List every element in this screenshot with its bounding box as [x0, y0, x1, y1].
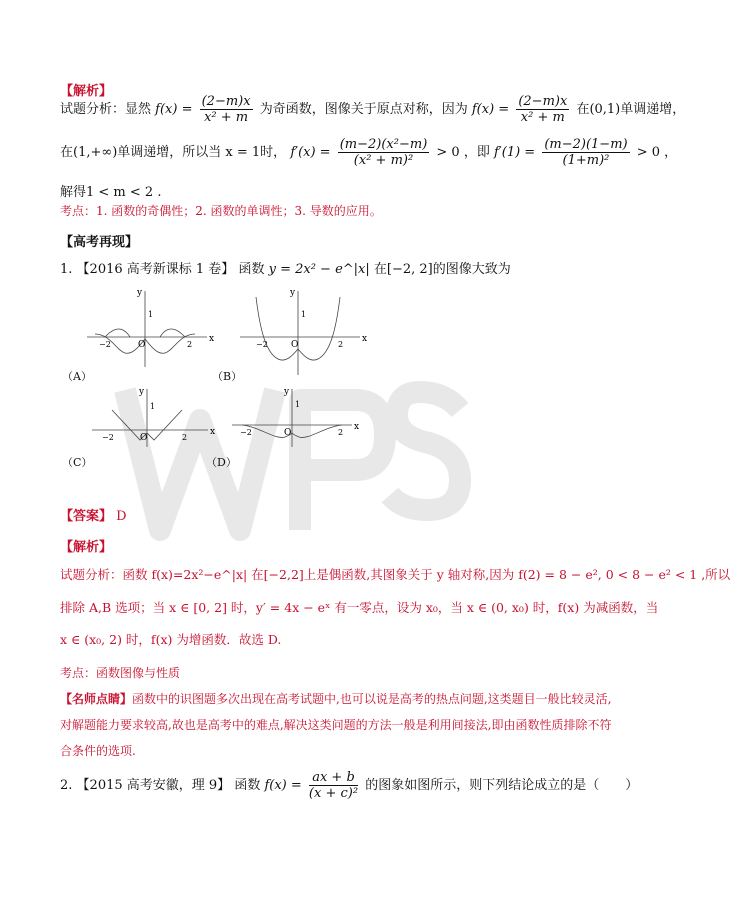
frac-num: (2−m)x [201, 94, 251, 109]
tick-neg2: −2 [240, 428, 252, 437]
tick-2: 2 [187, 340, 193, 349]
jiexi1-fprime: f′(x) = [290, 145, 331, 160]
origin-label: O [291, 340, 299, 350]
jiexi1-l2-a: 在(1,+∞)单调递增，所以当 x = 1时， [60, 145, 287, 160]
q1-text [60, 258, 511, 277]
jiexi1-line1 [60, 94, 685, 125]
tick-neg2: −2 [256, 340, 268, 349]
graph-c [90, 385, 215, 450]
graph-d [230, 385, 360, 450]
graph-label-d: （D） [206, 456, 237, 469]
axis-y-label: y [284, 387, 290, 397]
jiexi2-line1: 试题分析：函数 f(x)=2x²−e^|x| 在[−2,2]上是偶函数,其图象关于 y 轴对称,因为 f(2) = 8 − e², 0 < 8 − e² < 1 ,所以 [60, 567, 730, 582]
jiexi1-fx-2: f(x) = [471, 102, 510, 117]
graph-label-c: （C） [62, 456, 93, 469]
frac-den: (x + c)² [308, 786, 359, 801]
tick-1: 1 [148, 310, 154, 319]
jiexi1-fx: f(x) = [155, 102, 193, 117]
tick-1: 1 [150, 402, 156, 411]
answer-tag: 【答案】 [60, 509, 113, 524]
tick-1: 1 [295, 400, 301, 409]
graph-a [85, 285, 215, 370]
tick-2: 2 [338, 428, 344, 437]
answer-value: D [116, 509, 127, 524]
jiexi-tag-1: 【解析】 [60, 84, 113, 99]
mingshi-tag: 【名师点睛】 [60, 692, 133, 706]
q2-fraction [309, 770, 358, 801]
axis-x-label: x [209, 334, 215, 344]
origin-label: O [140, 433, 148, 443]
jiexi1-l2-gt: > 0 ，即 [436, 145, 490, 160]
q1-text-a: 函数 [238, 262, 265, 277]
frac-den: (x² + m)² [353, 153, 414, 168]
q2-num: 2. [60, 778, 73, 793]
section-title: 【高考再现】 [60, 235, 139, 250]
graph-b [238, 285, 368, 380]
axis-x-label: x [210, 427, 216, 437]
origin-label: O [284, 428, 292, 438]
frac-den: x² + m [204, 110, 249, 125]
jiexi1-fprime1: f′(1) = [493, 145, 536, 160]
mingshi-line1 [60, 690, 611, 707]
jiexi1-l2-end: > 0 ， [636, 145, 678, 160]
tick-neg2: −2 [102, 433, 114, 442]
jiexi1-line3: 解得1 < m < 2 . [60, 185, 162, 200]
jiexi1-fraction-2 [516, 94, 569, 125]
axis-x-label: x [354, 422, 360, 432]
q2-text [60, 770, 638, 801]
mingshi-line3: 合条件的选项. [60, 744, 136, 758]
jiexi2-line3: x ∈ (x₀, 2) 时，f(x) 为增函数．故选 D. [60, 632, 282, 647]
tick-neg2: −2 [99, 340, 111, 349]
answer [60, 505, 127, 524]
q1-expr: y = 2x² − e^|x| [268, 262, 370, 277]
jiexi1-l1-c: 在(0,1)单调递增， [576, 102, 686, 117]
frac-den: (1+m)² [562, 153, 610, 168]
q2-fx: f(x) = [264, 778, 302, 793]
jiexi1-fraction-1 [200, 94, 253, 125]
jiexi1-fraction-3 [338, 137, 430, 168]
q1-text-b: 在[−2, 2]的图像大致为 [373, 262, 511, 277]
frac-den: x² + m [520, 110, 565, 125]
origin-label: O [138, 340, 146, 350]
q1-num: 1. [60, 262, 73, 277]
jiexi-tag-2: 【解析】 [60, 540, 113, 555]
q2-src: 【2015 高考安徽，理 9】 [76, 778, 231, 793]
mingshi-line2: 对解题能力要求较高,故也是高考中的难点,解决这类问题的方法一般是利用间接法,即由函数性质排除不符 [60, 718, 612, 732]
jiexi2-kaodian: 考点：函数图像与性质 [60, 666, 181, 680]
graph-label-b: （B） [212, 370, 243, 383]
q1-src: 【2016 高考新课标 1 卷】 [76, 262, 235, 277]
q2-text-a: 函数 [234, 778, 261, 793]
tick-2: 2 [338, 340, 344, 349]
frac-num: (m−2)(x²−m) [339, 137, 428, 152]
jiexi1-line2 [60, 137, 677, 168]
frac-num: (m−2)(1−m) [544, 137, 628, 152]
frac-num: ax + b [309, 770, 358, 786]
jiexi1-l1-a: 试题分析：显然 [60, 102, 152, 117]
jiexi2-line2: 排除 A,B 选项；当 x ∈ [0, 2] 时，y′ = 4x − eˣ 有一零点，设为 x₀，当 x ∈ (0, x₀) 时，f(x) 为减函数，当 [60, 600, 659, 615]
jiexi1-fraction-4 [542, 137, 629, 168]
jiexi1-l1-b: 为奇函数，图像关于原点对称，因为 [259, 102, 468, 117]
q2-text-b: 的图象如图所示，则下列结论成立的是（ ） [365, 778, 639, 793]
graph-label-a: （A） [62, 370, 92, 383]
mingshi-text-1: 函数中的识图题多次出现在高考试题中,也可以说是高考的热点问题,这类题目一般比较灵活, [132, 692, 612, 706]
jiexi1-kaodian: 考点：1. 函数的奇偶性；2. 函数的单调性；3. 导数的应用。 [60, 204, 382, 218]
tick-1: 1 [301, 310, 307, 319]
frac-num: (2−m)x [518, 94, 568, 109]
tick-2: 2 [182, 433, 188, 442]
axis-y-label: y [137, 288, 143, 298]
axis-y-label: y [139, 387, 145, 397]
axis-x-label: x [362, 334, 368, 344]
axis-y-label: y [290, 288, 296, 298]
